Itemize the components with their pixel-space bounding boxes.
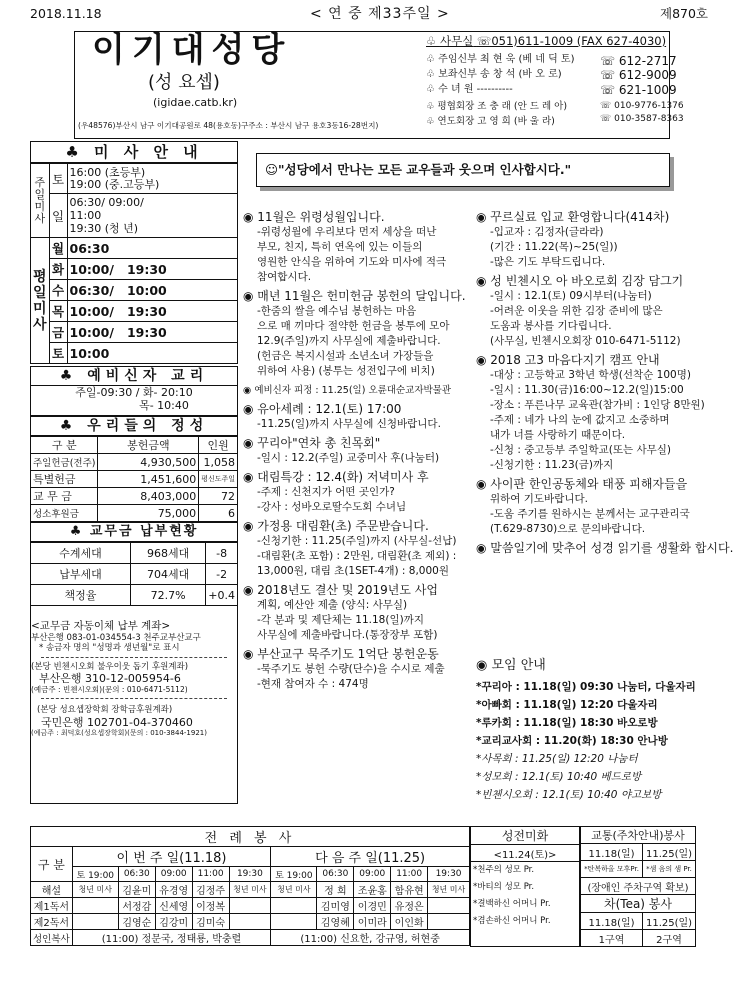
- notice-detail: -입교자 : 김정자(글라라): [490, 226, 604, 238]
- dues-cell: +0.4: [206, 585, 238, 606]
- meeting-item: *빈첸시오회 : 12.1(토) 10:40 야고보방: [476, 788, 662, 801]
- offering-table: [30, 436, 238, 522]
- phone-assistant: ☏ 612-9009: [600, 68, 677, 83]
- notice-item: [243, 210, 473, 285]
- notice-detail: -장소 : 푸른나무 교육관(참가비 : 1인당 8만원): [490, 399, 705, 411]
- notice-detail: 도움과 봉사를 기다립니다.: [490, 320, 612, 332]
- bullet-icon: ◉: [476, 477, 491, 491]
- bullet-icon: ◉: [243, 583, 258, 597]
- weekday-day: 금: [49, 322, 67, 343]
- notice-detail: -일시 : 12.2(주일) 교중미사 후(나눔터): [257, 452, 440, 464]
- notice-detail: 12.9(주일)까지 사무실에 제출바랍니다.: [257, 335, 441, 347]
- phone-convent: ☏ 621-1009: [600, 82, 677, 97]
- service-cell: [271, 898, 317, 914]
- service-role: 제2독서: [31, 914, 73, 930]
- offering-cell: 성소후원금: [31, 505, 98, 522]
- notice-detail: 위하여 기도바랍니다.: [490, 493, 588, 505]
- service-cell: 김정주: [192, 882, 229, 898]
- offering-cell: 교 무 금: [31, 488, 98, 505]
- bullet-icon: ◉: [243, 385, 255, 396]
- dues-cell: 968세대: [131, 543, 206, 564]
- tea-group: 1구역: [581, 930, 643, 947]
- catechumen-line1: 주일-09:30 / 화- 20:10: [75, 386, 193, 399]
- service-time: 09:00: [155, 867, 192, 882]
- left-column: [30, 141, 238, 804]
- notice-heading: ◉ 예비신자 피정 : 11.25(일) 오륜대순교자박물관: [243, 385, 452, 396]
- service-cell: 유경영: [155, 882, 192, 898]
- tea-date: 11.25(일): [643, 913, 696, 930]
- meeting-item: *교리교사회 : 11.20(화) 18:30 안나방: [476, 734, 668, 747]
- notice-detail: -위령성월에 우리보다 먼저 세상을 떠난: [257, 226, 437, 238]
- notice-item: [243, 289, 473, 379]
- notice-item: [476, 274, 716, 349]
- dues-cell: -8: [206, 543, 238, 564]
- meetings: [476, 658, 716, 804]
- notice-item: [243, 470, 473, 515]
- dues-cell: 책정율: [31, 585, 131, 606]
- notices-left: [243, 210, 473, 696]
- notice-detail: -많은 기도 부탁드립니다.: [490, 256, 606, 268]
- service-cell: [428, 898, 470, 914]
- bank-line: (본당 성요셉장학회 장학금후원계좌): [37, 705, 173, 716]
- bullet-icon: ◉: [243, 436, 258, 450]
- parish-name: 이기대성당: [92, 30, 292, 70]
- service-time: 11:00: [391, 867, 428, 882]
- offering-cell: 평신도주일: [199, 471, 238, 488]
- notice-heading: ◉ 유아세례 : 12.1(토) 17:00: [243, 402, 402, 416]
- weekday-time: 06:30/ 10:00: [67, 280, 237, 301]
- dues-cell: 수계세대: [31, 543, 131, 564]
- beautify-date: <11.24(토)>: [471, 845, 580, 862]
- service-time: 토 19:00: [72, 867, 118, 882]
- offering-cell: 주일헌금(전주): [31, 454, 98, 471]
- service-cell: 이경민: [354, 898, 391, 914]
- notice-heading: ◉ 꾸르실료 입교 환영합니다(414차): [476, 210, 670, 224]
- dues-cell: -2: [206, 564, 238, 585]
- service-table: [30, 826, 470, 946]
- sat-times: 16:00 (초등부) 19:00 (중.고등부): [67, 164, 237, 194]
- weekday-mass-label: 평일미사: [31, 238, 50, 364]
- offering-cell: 75,000: [98, 505, 199, 522]
- bank-accounts: [30, 606, 238, 804]
- service-this-week: 이 번 주 일(11.18): [72, 847, 271, 867]
- notice-item: [243, 647, 473, 692]
- notice-detail: -주제 : 네가 나의 눈에 값지고 소중하며: [490, 414, 670, 426]
- offering-cell: 1,058: [199, 454, 238, 471]
- notice-item: [243, 436, 473, 466]
- service-cell: 서정감: [118, 898, 155, 914]
- service-cell: [229, 898, 271, 914]
- dues-title: ♣ 교무금 납부현황: [30, 522, 238, 542]
- contact-row: ♧ 평협회장 조 충 래 (안 드 레 아): [426, 101, 568, 112]
- offering-cell: 특별헌금: [31, 471, 98, 488]
- contact-row: ♧ 수 녀 원 ----------: [426, 84, 513, 95]
- meeting-item: *사목회 : 11.25(일) 12:20 나눔터: [476, 752, 638, 765]
- notice-heading: ◉ 성 빈첸시오 아 바오로회 김장 담그기: [476, 274, 684, 288]
- notice-heading: ◉ 2018 고3 마음다지기 캠프 안내: [476, 353, 660, 367]
- parish-url: (igidae.catb.kr): [153, 96, 238, 109]
- notice-item: [243, 519, 473, 579]
- notice-detail: -강사 : 성바오로딸수도회 수녀님: [257, 501, 407, 513]
- notice-detail: 으로 매 끼마다 절약한 헌금을 봉투에 모아: [257, 320, 450, 332]
- weekday-time: 06:30: [67, 238, 237, 259]
- service-cell: 청년 미사: [428, 882, 470, 898]
- bullet-icon: ◉: [476, 353, 491, 367]
- contact-row: ♧ 보좌신부 송 창 석 (바 오 로): [426, 69, 562, 80]
- service-time: 19:30: [229, 867, 271, 882]
- service-cell: [428, 914, 470, 930]
- notice-detail: -현재 참여자 수 : 474명: [257, 678, 369, 690]
- service-cell: 청년 미사: [271, 882, 317, 898]
- dues-cell: 704세대: [131, 564, 206, 585]
- notices-right: [476, 210, 734, 560]
- mass-table: [30, 163, 238, 364]
- bullet-icon: ◉: [243, 647, 258, 661]
- service-cell: 유정은: [391, 898, 428, 914]
- notice-detail: 참여합시다.: [257, 271, 312, 283]
- bank-line: (예금주 : 빈첸시오회)(문의 : 010-6471-5112): [31, 685, 188, 695]
- weekday-time: 10:00/ 19:30: [67, 322, 237, 343]
- weekday-day: 화: [49, 259, 67, 280]
- meeting-item: *꾸리아 : 11.18(일) 09:30 나눔터, 다울자리: [476, 680, 696, 693]
- notice-detail: (헌금은 복지시설과 소년소녀 가장들을: [257, 350, 434, 362]
- service-cell: 신세영: [155, 898, 192, 914]
- sun-label: 일: [49, 194, 67, 238]
- contact-row: ♧ 연도회장 고 영 희 (바 울 라): [426, 116, 555, 127]
- notice-detail: 내가 너를 사랑하기 때문이다.: [490, 429, 626, 441]
- bank-line: 부산은행 083-01-034554-3 천주교부산교구: [31, 632, 201, 643]
- service-cell: 김미숙: [192, 914, 229, 930]
- bullet-icon: ◉: [243, 289, 258, 303]
- contact-row: ♧ 주임신부 최 현 욱 (베 네 딕 토): [426, 54, 575, 65]
- service-label-col: 구 분: [31, 847, 73, 882]
- service-time: 19:30: [428, 867, 470, 882]
- service-time: 11:00: [192, 867, 229, 882]
- beautify-list: *천주의 성모 Pr. *바티의 성모 Pr. *결백하신 어머니 Pr. *겸손하신 어머니 Pr.: [471, 862, 580, 947]
- weekday-day: 목: [49, 301, 67, 322]
- issue-number: 제870호: [660, 6, 709, 21]
- service-cell: [229, 914, 271, 930]
- offering-header: 봉헌금액: [98, 437, 199, 454]
- meeting-item: *성모회 : 12.1(토) 10:40 베드로방: [476, 770, 642, 783]
- service-role: 제1독서: [31, 898, 73, 914]
- notice-detail: 사무실에 제출바랍니다.(통장장부 포함): [257, 629, 438, 641]
- liturgical-week: < 연 중 제33주일 >: [310, 6, 450, 22]
- sun-times: 06:30/ 09:00/ 11:00 19:30 (청 년): [67, 194, 237, 238]
- notice-detail: 위하여 사용) (봉투는 성전입구에 비치): [257, 365, 435, 377]
- notice-detail: (T.629-8730)으로 문의바랍니다.: [490, 523, 646, 535]
- sunday-mass-label: 주일미사: [31, 164, 50, 238]
- notice-heading: ◉ 꾸리아"연차 총 친목회": [243, 436, 381, 450]
- bullet-icon: ◉: [476, 210, 491, 224]
- notice-item: [476, 210, 716, 270]
- service-cell: 함유현: [391, 882, 428, 898]
- notice-detail: -대상 : 고등학교 3학년 학생(선착순 100명): [490, 369, 691, 381]
- service-title: 전 례 봉 사: [31, 827, 470, 847]
- notice-heading: ◉ 사이판 한인공동체와 태풍 피해자들을: [476, 477, 688, 491]
- service-time: 토 19:00: [271, 867, 317, 882]
- service-time: 09:00: [354, 867, 391, 882]
- notice-detail: -일시 : 12.1(토) 09시부터(나눔터): [490, 290, 652, 302]
- notice-heading: ◉ 매년 11월은 헌미헌금 봉헌의 달입니다.: [243, 289, 466, 303]
- bullet-icon: ◉: [476, 274, 491, 288]
- sat-label: 토: [49, 164, 67, 194]
- bank-line: <교무금 자동이체 납부 계좌>: [31, 620, 171, 632]
- service-cell: 이미라: [354, 914, 391, 930]
- notice-item: [476, 353, 716, 473]
- bullet-icon: ◉: [243, 470, 258, 484]
- service-section: [30, 826, 470, 946]
- bullet-icon: ◉: [243, 519, 258, 533]
- bank-line: * 송금자 명의 "성명과 생년월"로 표시: [39, 642, 180, 653]
- service-cell: 김강미: [155, 914, 192, 930]
- notice-item: [476, 541, 734, 556]
- notice-detail: -도움 주기를 원하시는 분께서는 교구관리국: [490, 508, 690, 520]
- mass-title: ♣ 미 사 안 내: [30, 141, 238, 163]
- notice-heading: ◉ 부산교구 묵주기도 1억단 봉헌운동: [243, 647, 439, 661]
- notice-item: [243, 383, 473, 398]
- notice-detail: 부모, 친지, 특히 연옥에 있는 이들의: [257, 241, 423, 253]
- meeting-item: *루카회 : 11.18(일) 18:30 바오로방: [476, 716, 658, 729]
- traffic-service: [580, 826, 696, 947]
- bank-line: 국민은행 102701-04-370460: [41, 715, 193, 729]
- dues-table: [30, 542, 238, 606]
- altar-server-label: 성인복사: [31, 930, 73, 946]
- weekday-time: 10:00: [67, 343, 237, 364]
- service-next-week: 다 음 주 일(11.25): [271, 847, 470, 867]
- offering-title: ♣ 우리들의 정성: [30, 416, 238, 436]
- offering-header: 인원: [199, 437, 238, 454]
- tea-date: 11.18(일): [581, 913, 643, 930]
- service-cell: 김윤미: [118, 882, 155, 898]
- weekday-day: 토: [49, 343, 67, 364]
- notice-detail: -한줌의 쌀을 예수님 봉헌하는 마음: [257, 305, 417, 317]
- notice-detail: -신청기한 : 11.25(주일)까지 (사무실-선납): [257, 535, 457, 547]
- notice-heading: ◉ 말씀일기에 맞추어 성경 읽기를 생활화 합시다.: [476, 541, 734, 555]
- bank-line: (본당 빈첸시오회 불우이웃 돕기 후원계좌): [31, 661, 189, 672]
- service-cell: [72, 914, 118, 930]
- traffic-pr: *샘 음의 샘 Pr.: [643, 861, 696, 878]
- mass-intention: [470, 826, 580, 947]
- offering-cell: 4,930,500: [98, 454, 199, 471]
- meetings-list: [476, 678, 716, 804]
- weekday-day: 수: [49, 280, 67, 301]
- greeting-text: ☺"성당에서 만나는 모든 교우들과 웃으며 인사합시다.": [265, 162, 572, 177]
- service-role: 해설: [31, 882, 73, 898]
- traffic-pr: *탄복하올 모후Pr.: [581, 861, 643, 878]
- tea-title: 차(Tea) 봉사: [581, 895, 696, 913]
- notice-detail: -어려운 이웃을 위한 김장 준비에 많은: [490, 305, 663, 317]
- contact-phones: [600, 54, 684, 125]
- notice-heading: ◉ 대림특강 : 12.4(화) 저녁미사 후: [243, 470, 429, 484]
- traffic-note: (장애인 주차구역 확보): [581, 878, 696, 895]
- contact-office: ♧ 사무실 ☏051)611-1009 (FAX 627-4030): [426, 34, 667, 48]
- notice-detail: -주제 : 신천지가 어떤 곳인가?: [257, 486, 395, 498]
- tea-group: 2구역: [643, 930, 696, 947]
- notice-detail: -대림환(초 포함) : 2만원, 대림환(초 제외) :: [257, 550, 457, 562]
- service-cell: [271, 914, 317, 930]
- traffic-title: 교통(주차안내)봉사: [581, 827, 696, 844]
- service-cell: 조윤홍: [354, 882, 391, 898]
- service-cell: [72, 898, 118, 914]
- offering-cell: 1,451,600: [98, 471, 199, 488]
- traffic-date: 11.25(일): [643, 844, 696, 861]
- greeting-banner: [256, 153, 670, 187]
- catechumen-title: ♣ 예비신자 교리: [30, 366, 238, 386]
- notice-detail: -각 분과 및 제단체는 11.18(일)까지: [257, 614, 424, 626]
- service-cell: 이인화: [391, 914, 428, 930]
- service-time: 06:30: [118, 867, 155, 882]
- offering-header: 구 분: [31, 437, 98, 454]
- notice-detail: -일시 : 11.30(금)16:00~12.2(일)15:00: [490, 384, 684, 396]
- service-cell: 김영순: [118, 914, 155, 930]
- notice-item: [243, 402, 473, 432]
- bank-line: (예금주 : 최덕호(성요셉장학회)(문의 : 010-3844-1921): [31, 728, 207, 737]
- notice-detail: 계획, 예산안 제출 (양식: 사무실): [257, 599, 408, 611]
- altar-server-this: (11:00) 정문국, 정태룡, 박충렬: [72, 930, 271, 946]
- notice-item: [243, 583, 473, 643]
- bullet-icon: ◉: [243, 402, 258, 416]
- notice-heading: ◉ 11월은 위령성월입니다.: [243, 210, 385, 224]
- catechumen-line2: 목- 10:40: [139, 399, 189, 412]
- meetings-title: ◉ 모임 안내: [476, 658, 546, 673]
- service-cell: 이정복: [192, 898, 229, 914]
- service-time: 06:30: [317, 867, 354, 882]
- parish-address: (우48576)부산시 남구 이기대공원로 48(용호동)구주소 : 부산시 남구 용호3동16-28번지): [78, 121, 379, 130]
- altar-server-next: (11:00) 신요한, 강규영, 허현중: [271, 930, 470, 946]
- service-cell: 청년 미사: [229, 882, 271, 898]
- notice-detail: 13,000원, 대림 초(1SET-4개) : 8,000원: [257, 565, 449, 577]
- notice-detail: 영원한 안식을 위하여 기도와 미사에 적극: [257, 256, 447, 268]
- phone-pastor: ☏ 612-2717: [600, 54, 677, 68]
- catechumen-box: [30, 386, 238, 416]
- notice-detail: -묵주기도 봉헌 수량(단수)을 수시로 제출: [257, 663, 445, 675]
- bullet-icon: ◉: [476, 541, 491, 555]
- service-cell: 김미영: [317, 898, 354, 914]
- notice-heading: ◉ 가정용 대림환(초) 주문받습니다.: [243, 519, 429, 533]
- meeting-item: *아빠회 : 11.18(일) 12:20 다울자리: [476, 698, 658, 711]
- weekday-time: 10:00/ 19:30: [67, 259, 237, 280]
- issue-date: 2018.11.18: [30, 6, 102, 21]
- phone-yeondo: ☏ 010-3587-8363: [600, 113, 684, 124]
- service-cell: 청년 미사: [72, 882, 118, 898]
- offering-cell: 72: [199, 488, 238, 505]
- notice-detail: (기간 : 11.22(목)~25(일)): [490, 241, 618, 253]
- service-cell: 김영혜: [317, 914, 354, 930]
- notice-heading: ◉ 2018년도 결산 및 2019년도 사업: [243, 583, 438, 597]
- offering-cell: 6: [199, 505, 238, 522]
- dues-cell: 72.7%: [131, 585, 206, 606]
- notice-detail: -신청기한 : 11.23(금)까지: [490, 459, 614, 471]
- notice-item: [476, 477, 716, 537]
- service-cell: 정 희: [317, 882, 354, 898]
- bank-line: 부산은행 310-12-005954-6: [39, 672, 181, 686]
- notice-detail: -신청 : 중고등부 주일학교(또는 사무실): [490, 444, 672, 456]
- dues-cell: 납부세대: [31, 564, 131, 585]
- bullet-icon: ◉: [243, 210, 258, 224]
- beautify-title: 성전미화: [471, 827, 580, 845]
- parish-patron: (성 요셉): [148, 72, 220, 93]
- phone-council: ☏ 010-9776-1376: [600, 101, 684, 112]
- notice-detail: (사무실, 빈첸시오회장 010-6471-5112): [490, 335, 681, 347]
- notice-detail: -11.25(일)까지 사무실에 신청바랍니다.: [257, 418, 441, 430]
- traffic-date: 11.18(일): [581, 844, 643, 861]
- weekday-time: 10:00/ 19:30: [67, 301, 237, 322]
- offering-cell: 8,403,000: [98, 488, 199, 505]
- weekday-day: 월: [49, 238, 67, 259]
